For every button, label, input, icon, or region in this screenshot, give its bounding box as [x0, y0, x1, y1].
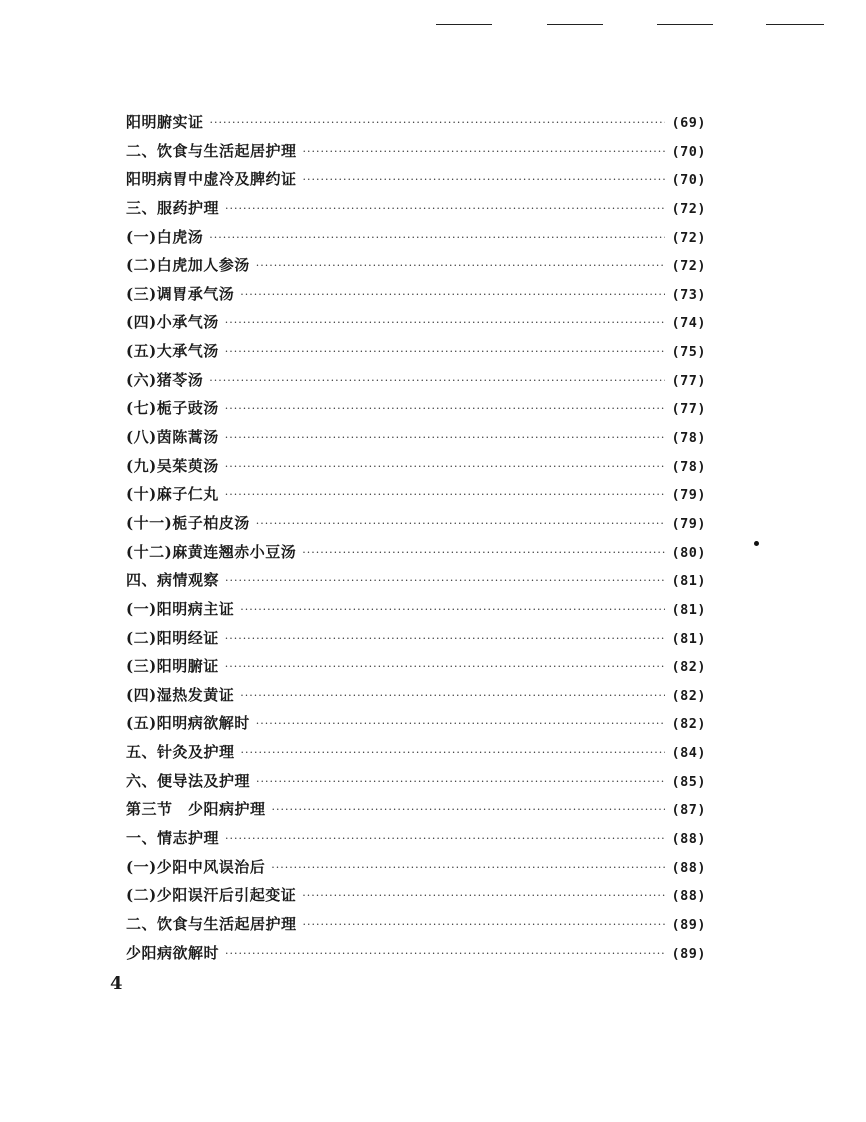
toc-dot-leader	[225, 940, 665, 969]
toc-dot-leader	[225, 195, 665, 224]
toc-entry-title: 三、服药护理	[126, 198, 220, 217]
toc-entry-title: (七)栀子豉汤	[126, 399, 219, 418]
top-rule-4	[766, 24, 824, 25]
toc-entry-page: (84)	[671, 745, 706, 762]
toc-dot-leader	[302, 539, 665, 568]
toc-dot-leader	[209, 224, 665, 253]
toc-dot-leader	[225, 625, 666, 654]
toc-entry-title: (一)白虎汤	[126, 227, 204, 246]
toc-entry-page: (89)	[671, 916, 706, 933]
toc-entry	[126, 709, 706, 738]
toc-entry-page: (87)	[671, 802, 706, 819]
table-of-contents	[126, 108, 706, 967]
toc-entry-page: (81)	[671, 630, 706, 647]
toc-dot-leader	[225, 653, 666, 682]
toc-entry	[126, 853, 706, 882]
toc-dot-leader	[225, 825, 665, 854]
toc-entry-title: (五)阳明病欲解时	[126, 714, 250, 733]
toc-entry-page: (88)	[671, 859, 706, 876]
toc-entry-page: (81)	[671, 601, 706, 618]
toc-entry-title: (一)少阳中风误治后	[126, 857, 266, 876]
toc-entry	[126, 423, 706, 452]
toc-entry-page: (82)	[671, 687, 706, 704]
toc-entry-page: (79)	[671, 515, 706, 532]
toc-dot-leader	[256, 510, 666, 539]
toc-entry-page: (79)	[671, 487, 706, 504]
toc-entry-title: (四)小承气汤	[126, 313, 219, 332]
toc-dot-leader	[225, 453, 666, 482]
toc-dot-leader	[240, 596, 665, 625]
toc-entry	[126, 652, 706, 681]
top-rule-1	[436, 24, 492, 25]
toc-entry	[126, 881, 706, 910]
toc-entry-page: (75)	[671, 344, 706, 361]
toc-entry	[126, 137, 706, 166]
toc-entry-title: (二)少阳误汗后引起变证	[126, 886, 297, 905]
toc-dot-leader	[225, 338, 666, 367]
toc-entry	[126, 795, 706, 824]
toc-dot-leader	[303, 911, 666, 940]
toc-entry	[126, 509, 706, 538]
toc-entry-title: (十)麻子仁丸	[126, 485, 219, 504]
toc-dot-leader	[225, 309, 666, 338]
toc-entry-page: (78)	[671, 430, 706, 447]
toc-entry-title: 一、情志护理	[126, 829, 220, 848]
toc-entry-title: (二)白虎加人参汤	[126, 256, 250, 275]
toc-entry-title: 四、病情观察	[126, 571, 220, 590]
toc-dot-leader	[225, 395, 666, 424]
toc-dot-leader	[210, 109, 666, 138]
toc-entry-page: (88)	[671, 888, 706, 905]
toc-entry	[126, 910, 706, 939]
toc-dot-leader	[225, 481, 666, 510]
toc-entry	[126, 939, 706, 968]
toc-entry-page: (73)	[671, 286, 706, 303]
toc-entry-title: 五、针灸及护理	[126, 743, 235, 762]
toc-entry-title: 二、饮食与生活起居护理	[126, 141, 297, 160]
toc-entry	[126, 566, 706, 595]
toc-entry-title: (三)调胃承气汤	[126, 284, 235, 303]
toc-entry-page: (82)	[671, 716, 706, 733]
toc-entry-page: (72)	[671, 200, 706, 217]
toc-entry-page: (69)	[671, 115, 706, 131]
toc-entry	[126, 308, 706, 337]
toc-entry-title: 阳明病胃中虚冷及脾约证	[126, 170, 297, 189]
toc-dot-leader	[209, 367, 665, 396]
toc-entry	[126, 681, 706, 710]
toc-entry-title: (十二)麻黄连翘赤小豆汤	[126, 542, 297, 561]
toc-entry	[126, 251, 706, 280]
toc-entry-title: 第三节 少阳病护理	[126, 800, 266, 819]
toc-entry	[126, 595, 706, 624]
toc-entry-title: (八)茵陈蒿汤	[126, 428, 219, 447]
toc-dot-leader	[225, 424, 666, 453]
toc-entry-page: (70)	[671, 172, 706, 189]
top-rule-3	[657, 24, 713, 25]
toc-entry	[126, 738, 706, 767]
toc-entry-page: (78)	[671, 458, 706, 475]
toc-entry-page: (88)	[671, 831, 706, 848]
toc-dot-leader	[272, 796, 666, 825]
toc-entry	[126, 538, 706, 567]
toc-entry-title: 阳明腑实证	[126, 113, 204, 131]
toc-entry	[126, 280, 706, 309]
toc-entry	[126, 165, 706, 194]
toc-entry-page: (81)	[671, 573, 706, 590]
toc-entry-title: (五)大承气汤	[126, 342, 219, 361]
toc-entry	[126, 337, 706, 366]
toc-entry-title: (六)猪苓汤	[126, 370, 204, 389]
toc-dot-leader	[303, 166, 666, 195]
toc-entry-title: (四)湿热发黄证	[126, 685, 235, 704]
toc-entry-title: 二、饮食与生活起居护理	[126, 914, 297, 933]
toc-dot-leader	[302, 882, 665, 911]
toc-entry-title: (九)吴茱萸汤	[126, 456, 219, 475]
toc-entry-title: (一)阳明病主证	[126, 599, 235, 618]
toc-entry	[126, 624, 706, 653]
toc-entry-title: (二)阳明经证	[126, 628, 219, 647]
toc-entry	[126, 194, 706, 223]
toc-dot-leader	[240, 682, 665, 711]
toc-entry	[126, 767, 706, 796]
toc-entry	[126, 480, 706, 509]
toc-dot-leader	[303, 138, 666, 167]
toc-entry-title: (十一)栀子柏皮汤	[126, 513, 250, 532]
toc-dot-leader	[256, 768, 665, 797]
toc-entry	[126, 366, 706, 395]
toc-entry-page: (72)	[671, 258, 706, 275]
toc-dot-leader	[225, 567, 665, 596]
toc-entry-page: (85)	[671, 773, 706, 790]
toc-entry	[126, 108, 706, 137]
toc-entry	[126, 452, 706, 481]
ink-speck	[754, 541, 759, 546]
page-number: 4	[110, 973, 123, 994]
toc-entry	[126, 824, 706, 853]
toc-entry	[126, 223, 706, 252]
toc-dot-leader	[240, 281, 665, 310]
toc-dot-leader	[271, 854, 665, 883]
toc-entry-title: 少阳病欲解时	[126, 943, 220, 962]
toc-entry-page: (77)	[671, 401, 706, 418]
toc-entry-page: (74)	[671, 315, 706, 332]
toc-entry-page: (82)	[671, 659, 706, 676]
toc-entry-page: (80)	[671, 544, 706, 561]
toc-entry	[126, 394, 706, 423]
toc-entry-title: (三)阳明腑证	[126, 657, 219, 676]
toc-entry-page: (72)	[671, 229, 706, 246]
toc-entry-page: (89)	[671, 945, 706, 962]
toc-dot-leader	[241, 739, 666, 768]
toc-dot-leader	[256, 252, 666, 281]
toc-dot-leader	[256, 710, 666, 739]
top-rule-2	[547, 24, 603, 25]
toc-entry-page: (77)	[671, 372, 706, 389]
toc-entry-title: 六、便导法及护理	[126, 771, 251, 790]
toc-entry-page: (70)	[671, 143, 706, 160]
